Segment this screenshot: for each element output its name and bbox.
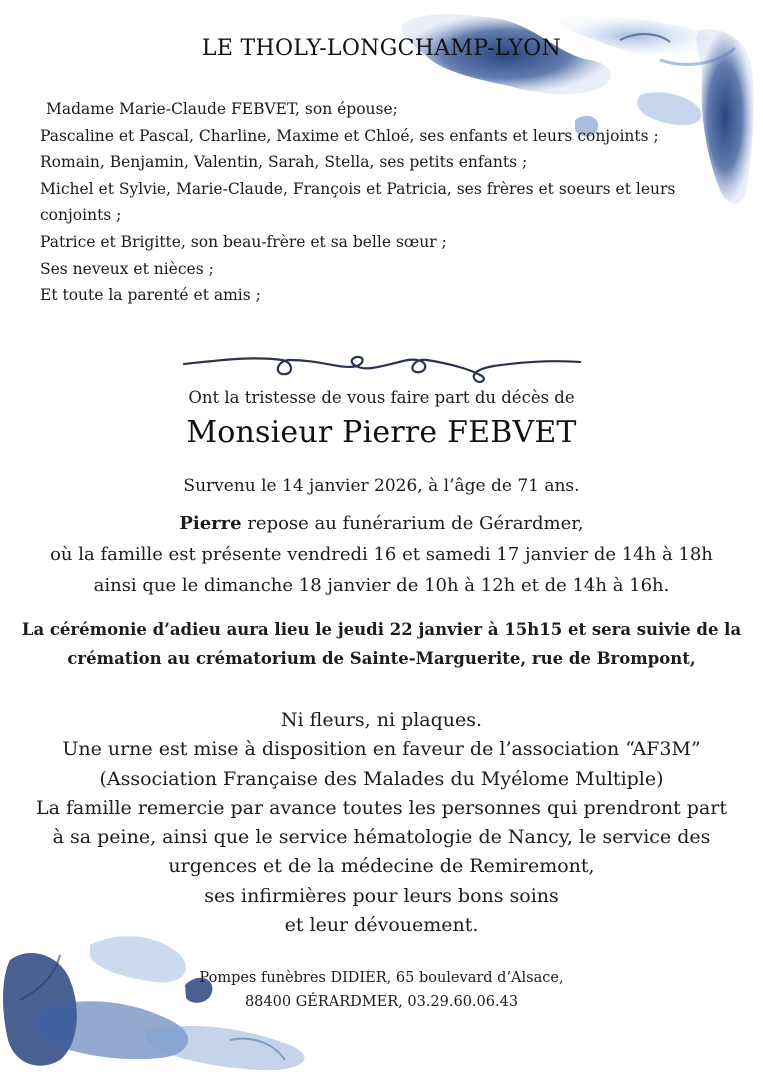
family-line: conjoints ; xyxy=(40,206,122,225)
closing-line: Ni fleurs, ni plaques. xyxy=(280,709,483,731)
closing-line: et leur dévouement. xyxy=(284,914,479,937)
deceased-name: Monsieur Pierre FEBVET xyxy=(186,415,577,450)
closing-line: ses infirmières pour leurs bons soins xyxy=(204,884,559,907)
family-line: Et toute la parenté et amis ; xyxy=(40,286,261,305)
flourish-divider xyxy=(182,346,582,386)
announcement-intro: Ont la tristesse de vous faire part du décès de xyxy=(188,388,575,407)
locality-title: LE THOLY-LONGCHAMP-LYON xyxy=(201,36,562,61)
family-line: Madame Marie-Claude FEBVET, son épouse; xyxy=(46,100,398,118)
closing-block xyxy=(0,706,763,940)
closing-line: urgences et de la médecine de Remiremont, xyxy=(168,855,595,878)
family-line: Michel et Sylvie, Marie-Claude, François et Patricia, ses frères et soeurs et leurs xyxy=(40,179,676,198)
ceremony-block xyxy=(0,615,763,673)
repose-line-1-text: repose au funérarium de Gérardmer, xyxy=(241,513,584,534)
family-line: Ses neveux et nièces ; xyxy=(40,259,214,278)
family-list xyxy=(40,96,730,309)
closing-line: (Association Française des Malades du Myélome Multiple) xyxy=(99,767,664,790)
repose-line-2: où la famille est présente vendredi 16 et samedi 17 janvier de 14h à 18h xyxy=(50,544,713,565)
first-name: Pierre xyxy=(179,513,242,534)
repose-line-1 xyxy=(0,508,763,539)
funeral-home-line-1: Pompes funèbres DIDIER, 65 boulevard d’Alsace, xyxy=(199,970,564,986)
ceremony-line-1: La cérémonie d’adieu aura lieu le jeudi 22 janvier à 15h15 et sera suivie de la xyxy=(21,620,742,639)
family-line: Romain, Benjamin, Valentin, Sarah, Stella, ses petits enfants ; xyxy=(40,153,528,172)
family-line: Patrice et Brigitte, son beau-frère et sa belle sœur ; xyxy=(40,232,447,251)
repose-line-3: ainsi que le dimanche 18 janvier de 10h à 12h et de 14h à 16h. xyxy=(93,575,670,596)
closing-line: Une urne est mise à disposition en faveur de l’association “AF3M” xyxy=(62,738,701,761)
closing-line: La famille remercie par avance toutes les personnes qui prendront part xyxy=(35,796,728,819)
funeral-home-line-2: 88400 GÉRARDMER, 03.29.60.06.43 xyxy=(244,994,519,1010)
ceremony-line-2: crémation au crématorium de Sainte-Marguerite, rue de Brompont, xyxy=(67,649,696,668)
repose-block xyxy=(0,508,763,601)
funeral-home-info xyxy=(0,966,763,1014)
family-line: Pascaline et Pascal, Charline, Maxime et Chloé, ses enfants et leurs conjoints ; xyxy=(40,126,659,145)
death-date: Survenu le 14 janvier 2026, à l’âge de 71 ans. xyxy=(183,476,580,496)
closing-line: à sa peine, ainsi que le service hématologie de Nancy, le service des xyxy=(52,826,711,849)
